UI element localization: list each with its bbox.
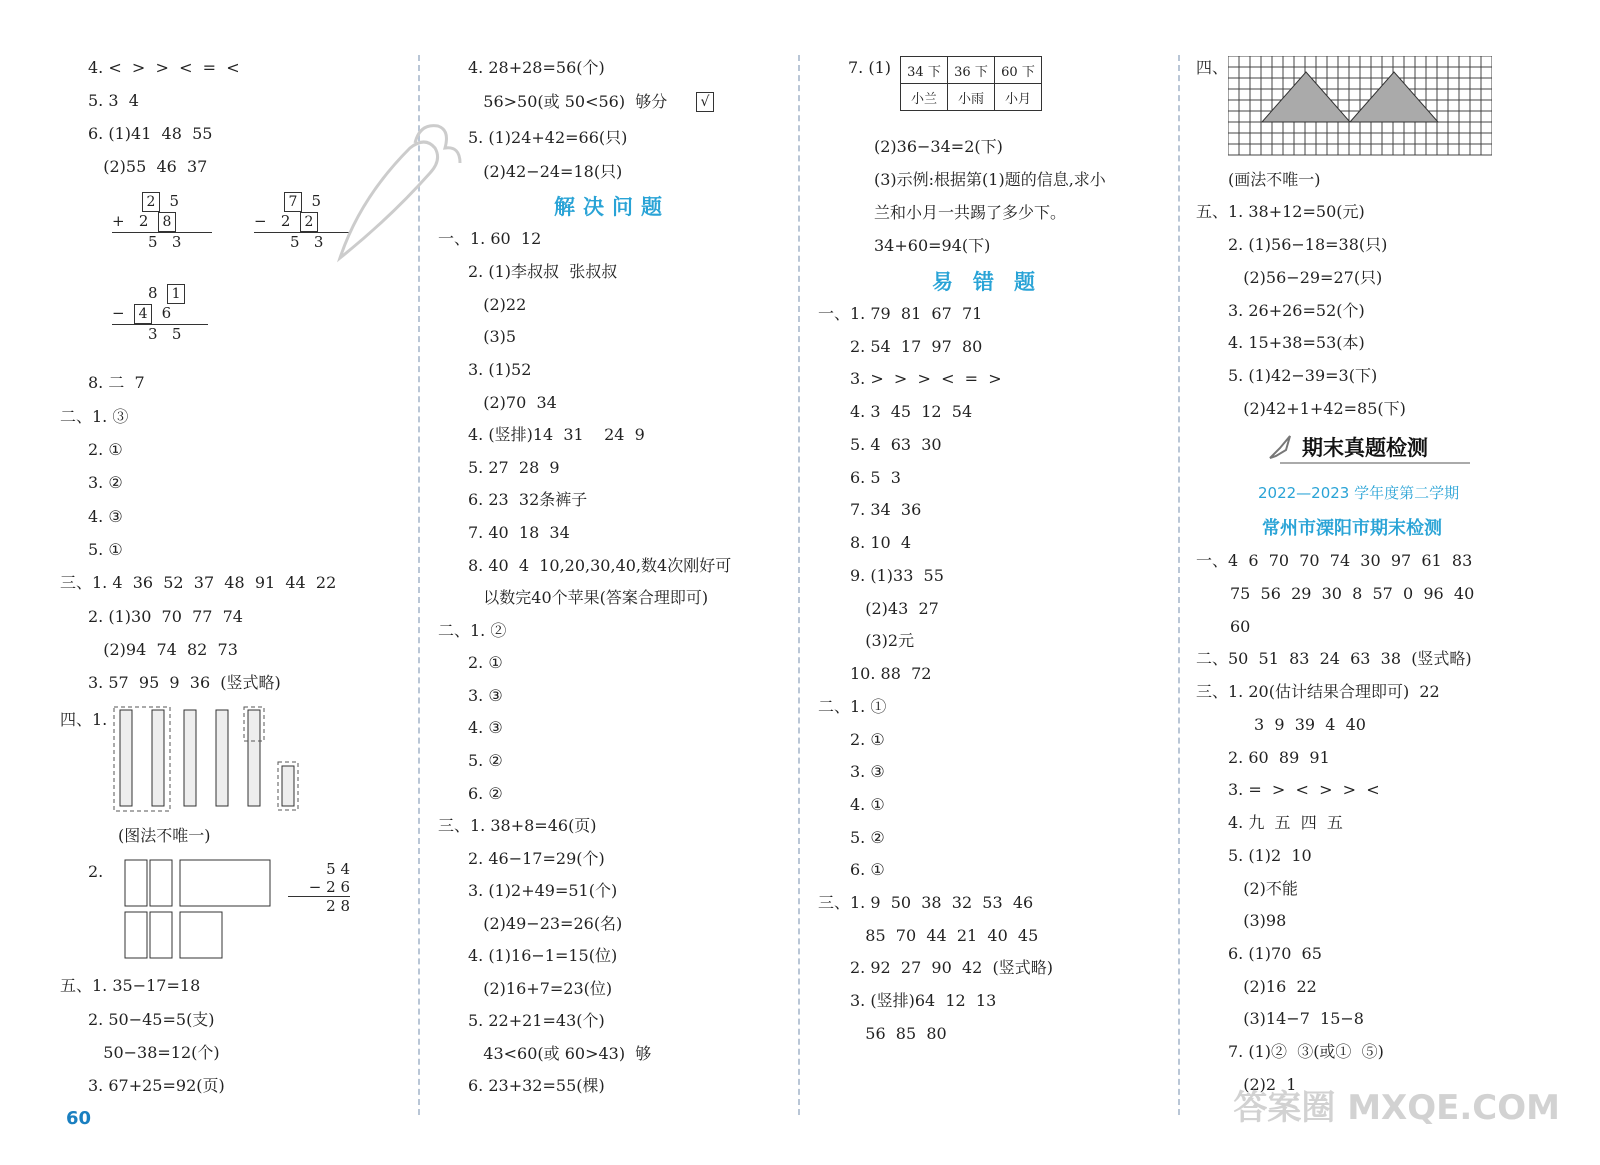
answer-line: 7. 40 18 34 [468, 523, 570, 542]
answer-line: 50−38=12(个) [88, 1043, 220, 1062]
answer-line: 6. 5 3 [850, 468, 901, 487]
kick-table: 34 下 36 下 60 下 小兰 小雨 小月 [900, 56, 1042, 111]
answer-line: 34+60=94(下) [874, 236, 991, 255]
answer-line: (2)36−34=2(下) [874, 137, 1003, 156]
answer-line: 兰和小月一共踢了多少下。 [874, 203, 1067, 222]
answer-line: 4. (竖排)14 31 24 9 [468, 425, 645, 444]
answer-line: 85 70 44 21 40 45 [850, 926, 1039, 945]
answer-line: 5. (1)24+42=66(只) [468, 128, 628, 147]
answer-line: 2. 60 89 91 [1228, 748, 1330, 767]
answer-line: 3 9 39 4 40 [1254, 715, 1366, 734]
page-number: 60 [66, 1108, 92, 1129]
answer-line: 43<60(或 60>43) 够 [468, 1044, 652, 1063]
vertical-calc-3: 8 1 − 4 6 3 5 [112, 284, 208, 343]
answer-line: 4. ③ [88, 507, 123, 526]
carrot-doodle [320, 118, 470, 268]
answer-line: 2. 46−17=29(个) [468, 849, 605, 868]
answer-line: 一、4 6 70 70 74 30 97 61 83 [1196, 551, 1473, 570]
answer-line: 3. (1)52 [468, 360, 532, 379]
answer-line: (2)49−23=26(名) [468, 914, 623, 933]
answer-line: 8. 二 7 [88, 373, 145, 392]
vertical-calc-1: 2 5 + 2 8 5 3 [112, 192, 212, 251]
answer-line: 5. ① [88, 540, 123, 559]
answer-line: 4. 九 五 四 五 [1228, 813, 1343, 832]
answer-line: 3. (竖排)64 12 13 [850, 991, 997, 1010]
answer-line: (图法不唯一) [118, 826, 211, 845]
answer-line: 以数完40个苹果(答案合理即可) [468, 588, 709, 607]
exam-year: 2022—2023 学年度第二学期 [1258, 484, 1460, 502]
check-box: √ [696, 92, 714, 112]
answer-line: 5. 3 4 [88, 91, 139, 110]
answer-line: (2)55 46 37 [88, 157, 208, 176]
answer-line: 一、1. 79 81 67 71 [818, 304, 983, 323]
answer-line: 8. 10 4 [850, 533, 912, 552]
answer-line: 8. 40 4 10,20,30,40,数4次刚好可 [468, 556, 732, 575]
answer-line: 56 85 80 [850, 1024, 947, 1043]
answer-line: 2. 50−45=5(支) [88, 1010, 215, 1029]
answer-line: 2. (1)李叔叔 张叔叔 [468, 262, 618, 281]
answer-line: (2)2 1 [1228, 1075, 1297, 1094]
answer-line: 7. 34 36 [850, 500, 922, 519]
answer-line: (2)42−24=18(只) [468, 162, 623, 181]
answer-line: 二、1. ③ [60, 407, 129, 426]
answer-line: 7. (1)② ③(或① ⑤) [1228, 1042, 1384, 1061]
answer-line: 6. ① [850, 860, 885, 879]
answer-line: 56>50(或 50<56) 够分 [468, 92, 668, 111]
answer-line: (3)2元 [850, 631, 915, 650]
answer-line: (3)14−7 15−8 [1228, 1009, 1364, 1028]
answer-line: (2)94 74 82 73 [88, 640, 238, 659]
answer-line: 2. ① [468, 653, 503, 672]
answer-line: 4. (1)16−1=15(位) [468, 946, 618, 965]
column-divider [798, 55, 800, 1115]
answer-line: (2)16+7=23(位) [468, 979, 613, 998]
answer-line: 4. 3 45 12 54 [850, 402, 973, 421]
answer-line: 四、1. [60, 710, 108, 729]
answer-line: 3. (1)2+49=51(个) [468, 881, 618, 900]
answer-line: 7. (1) [848, 58, 892, 77]
answer-line: 6. 23 32条裤子 [468, 490, 588, 509]
answer-line: 60 [1230, 617, 1251, 636]
answer-line: 三、1. 4 36 52 37 48 91 44 22 [60, 573, 337, 592]
answer-line: 2. ① [88, 440, 123, 459]
answer-line: (画法不唯一) [1228, 170, 1321, 189]
vertical-calc-2: 7 5 − 2 2 5 3 [254, 192, 350, 251]
answer-line: (3)98 [1228, 911, 1287, 930]
exam-city: 常州市溧阳市期末检测 [1262, 518, 1442, 539]
answer-line: 3. 67+25=92(页) [88, 1076, 225, 1095]
answer-line: 2. (1)30 70 77 74 [88, 607, 243, 626]
answer-line: (2)不能 [1228, 879, 1298, 898]
answer-line: 2. [88, 862, 104, 881]
answer-line: 2. ① [850, 730, 885, 749]
answer-line: 三、1. 9 50 38 32 53 46 [818, 893, 1034, 912]
answer-line: 3. ② [88, 473, 123, 492]
answer-line: 4. 28+28=56(个) [468, 58, 605, 77]
answer-line: 3. = > < > > < [1228, 780, 1380, 799]
answer-line: (2)16 22 [1228, 977, 1317, 996]
answer-line: (2)70 34 [468, 393, 557, 412]
answer-line: 四、 [1196, 58, 1229, 77]
watermark-logo: 答案圈 MXQE.COM [1233, 1088, 1560, 1128]
answer-line: 五、1. 35−17=18 [60, 976, 201, 995]
stick-bundles-figure [120, 856, 280, 966]
answer-line: 3. 26+26=52(个) [1228, 301, 1365, 320]
answer-line: 5. 22+21=43(个) [468, 1011, 605, 1030]
answer-line: (2)22 [468, 295, 527, 314]
answer-line: (3)5 [468, 327, 517, 346]
answer-line: 5. 4 63 30 [850, 435, 942, 454]
answer-line: 3. 57 95 9 36 (竖式略) [88, 673, 281, 692]
answer-line: (2)43 27 [850, 599, 939, 618]
section-title-exam: 期末真题检测 [1302, 436, 1428, 460]
answer-line: 4. < > > < = < [88, 58, 240, 77]
vertical-calc-4: 5 4 − 2 6 2 8 [288, 860, 350, 915]
section-title-errors: 易错题 [932, 270, 1055, 294]
answer-line: 三、1. 38+8=46(页) [438, 816, 597, 835]
answer-line: 6. 23+32=55(棵) [468, 1076, 605, 1095]
answer-line: 一、1. 60 12 [438, 229, 542, 248]
answer-line: 2. 92 27 90 42 (竖式略) [850, 958, 1053, 977]
answer-line: 5. ② [850, 828, 885, 847]
cube-columns-figure [112, 706, 312, 816]
answer-line: 五、1. 38+12=50(元) [1196, 202, 1365, 221]
answer-line: 75 56 29 30 8 57 0 96 40 [1230, 584, 1475, 603]
answer-line: 5. 27 28 9 [468, 458, 560, 477]
answer-line: 5. (1)2 10 [1228, 846, 1312, 865]
answer-line: 6. ② [468, 784, 503, 803]
answer-line: 3. > > > < = > [850, 369, 1002, 388]
grid-triangles-figure [1228, 56, 1492, 156]
answer-line: 10. 88 72 [850, 664, 932, 683]
answer-line: 二、50 51 83 24 63 38 (竖式略) [1196, 649, 1472, 668]
answer-line: 9. (1)33 55 [850, 566, 944, 585]
answer-line: 5. ② [468, 751, 503, 770]
answer-line: 5. (1)42−39=3(下) [1228, 366, 1378, 385]
answer-line: 3. ③ [850, 762, 885, 781]
exam-title-underline [1280, 462, 1470, 464]
rocket-icon [1266, 432, 1298, 462]
answer-line: (2)56−29=27(只) [1228, 268, 1383, 287]
answer-line: 3. ③ [468, 686, 503, 705]
answer-line: 4. 15+38=53(本) [1228, 333, 1365, 352]
answer-line: 6. (1)41 48 55 [88, 124, 213, 143]
answer-line: 二、1. ① [818, 697, 887, 716]
answer-line: 4. ① [850, 795, 885, 814]
answer-line: (3)示例:根据第(1)题的信息,求小 [874, 170, 1106, 189]
answer-line: 6. (1)70 65 [1228, 944, 1322, 963]
section-title-solve: 解决问题 [554, 195, 670, 219]
column-divider [1178, 55, 1180, 1115]
answer-line: 2. (1)56−18=38(只) [1228, 235, 1388, 254]
answer-line: 2. 54 17 97 80 [850, 337, 983, 356]
answer-line: 二、1. ② [438, 621, 507, 640]
answer-line: (2)42+1+42=85(下) [1228, 399, 1406, 418]
answer-line: 4. ③ [468, 718, 503, 737]
answer-line: 三、1. 20(估计结果合理即可) 22 [1196, 682, 1440, 701]
